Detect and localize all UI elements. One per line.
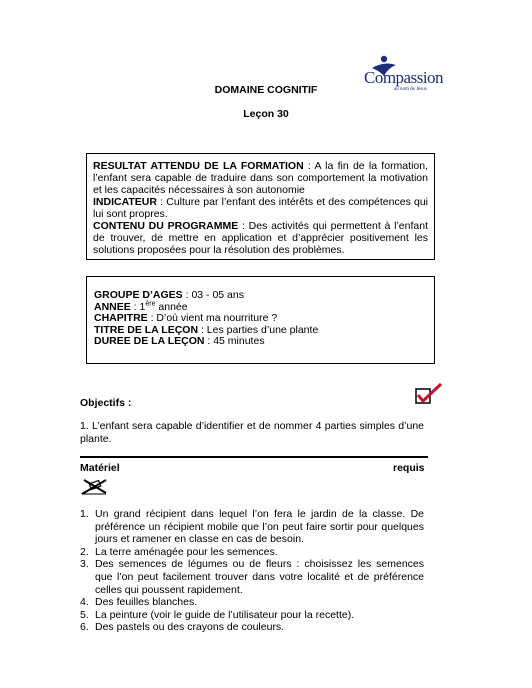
expected-result-paragraph bbox=[93, 160, 428, 196]
age-group-label: GROUPE D’AGES bbox=[94, 289, 183, 301]
svg-text:..: .. bbox=[374, 62, 376, 67]
logo-tagline: au nom de Jésus bbox=[394, 87, 427, 92]
program-content-label: CONTENU DU PROGRAMME bbox=[93, 220, 239, 232]
list-number: 6. bbox=[80, 621, 89, 634]
section-divider bbox=[80, 456, 428, 458]
list-item bbox=[80, 558, 424, 596]
year-suffix: année bbox=[155, 300, 188, 313]
list-number: 2. bbox=[80, 545, 89, 558]
list-item bbox=[80, 609, 424, 622]
lesson-title-label: TITRE DE LA LEÇON bbox=[94, 323, 199, 336]
list-text: Un grand récipient dans lequel l’on fera le jardin de la classe. De préférence un récipient mobile que l’on peut faire sortir pour quelques jours et ramener en classe en cas de besoin. bbox=[95, 508, 424, 546]
training-result-text bbox=[93, 160, 428, 256]
lesson-number: Leçon 30 bbox=[243, 108, 289, 120]
domain-title: DOMAINE COGNITIF bbox=[214, 84, 318, 96]
checkbox-check-icon bbox=[414, 382, 444, 406]
program-content-text: : Des activités qui permettent à l’enfant de trouver, de mettre en application et d’apprécier positivement les solutions proposées pour la résolution des problèmes. bbox=[93, 220, 429, 256]
duration-value: : 45 minutes bbox=[204, 335, 265, 348]
list-text: Des pastels ou des crayons de couleurs. bbox=[95, 621, 285, 634]
materials-heading-right: requis bbox=[393, 462, 425, 474]
indicator-text: : Culture par l’enfant des intérêts et des compétences qui lui sont propres. bbox=[93, 196, 428, 220]
chapter-value: : D’où vient ma nourriture ? bbox=[147, 312, 278, 325]
compassion-logo bbox=[362, 52, 454, 94]
chapter-label: CHAPITRE bbox=[94, 312, 148, 325]
list-number: 4. bbox=[80, 596, 89, 609]
materials-heading: Matériel bbox=[80, 462, 120, 474]
year-value: : 1 bbox=[130, 300, 146, 313]
list-number: 3. bbox=[80, 558, 89, 571]
objective-item-1: 1. L’enfant sera capable d’identifier et de nommer 4 parties simples d’une plante. bbox=[80, 420, 424, 445]
list-number: 5. bbox=[80, 608, 89, 621]
list-number: 1. bbox=[80, 508, 89, 520]
age-group-value: : 03 - 05 ans bbox=[182, 289, 244, 301]
list-item bbox=[80, 596, 424, 609]
lesson-info-text bbox=[94, 290, 424, 348]
program-content-paragraph bbox=[93, 220, 428, 256]
year-label: ANNEE bbox=[94, 300, 131, 313]
list-item bbox=[80, 508, 424, 546]
list-item bbox=[80, 621, 424, 634]
list-text: Des feuilles blanches. bbox=[95, 596, 198, 609]
expected-result-text: : A la fin de la formation, l’enfant sera capable de traduire dans son comportement la motivation et les capacités nécessaires à son autonomie bbox=[93, 160, 428, 196]
list-text: Des semences de légumes ou de fleurs : choisissez les semences que l’on peut facilement trouver dans votre localité et de préférence celles qui poussent rapidement. bbox=[95, 558, 424, 596]
objectives-heading: Objectifs : bbox=[80, 397, 132, 409]
list-item bbox=[80, 546, 424, 559]
pencils-icon bbox=[80, 476, 110, 496]
lesson-title-value: : Les parties d’une plante bbox=[198, 323, 319, 336]
year-superscript: ère bbox=[145, 300, 156, 308]
expected-result-label: RESULTAT ATTENDU DE LA FORMATION bbox=[93, 160, 304, 172]
list-text: La terre aménagée pour les semences. bbox=[95, 545, 278, 558]
duration-row bbox=[94, 336, 424, 348]
duration-label: DUREE DE LA LEÇON bbox=[94, 335, 205, 348]
list-text: La peinture (voir le guide de l’utilisateur pour la recette). bbox=[95, 608, 355, 621]
logo-wordmark: Compassion bbox=[364, 68, 444, 87]
indicator-label: INDICATEUR bbox=[93, 196, 157, 208]
indicator-paragraph bbox=[93, 196, 428, 220]
materials-list bbox=[80, 508, 424, 634]
